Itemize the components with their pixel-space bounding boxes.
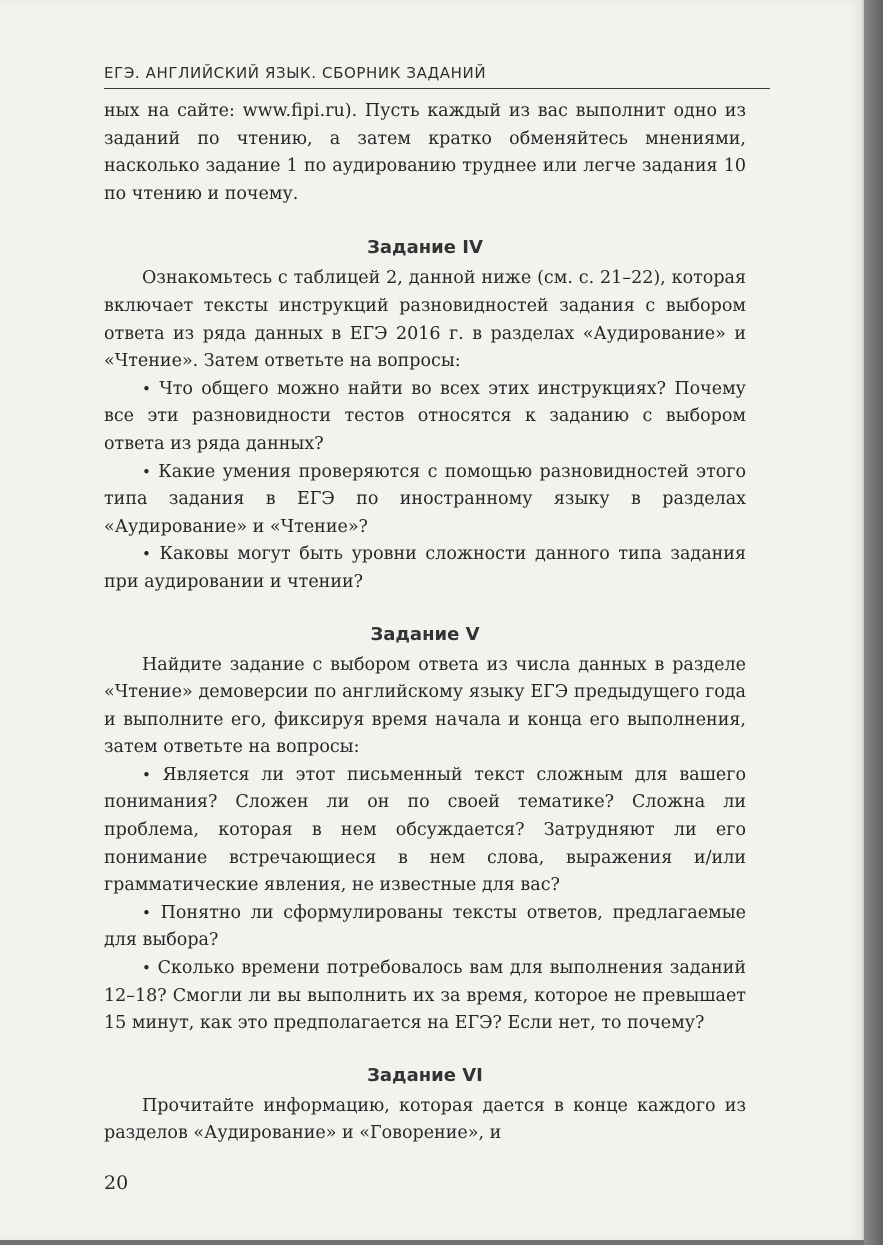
section-iv-title: Задание IV [367, 237, 483, 259]
list-item-text: Какие умения проверяются с помощью разновидностей этого типа задания в ЕГЭ по иностранному языку в разделах «Аудирование» и «Чтение»? [104, 461, 746, 537]
section-vi-paragraph: Прочитайте информацию, которая дается в конце каждого из разделов «Аудирование» и «Говорение», и [104, 1095, 746, 1144]
page-number: 20 [104, 1172, 129, 1194]
bullet-icon: • [142, 903, 151, 922]
section-iv-paragraph: Ознакомьтесь с таблицей 2, данной ниже (см. с. 21–22), которая включает тексты инструкций разновидностей задания с выбором ответа из ряда данных в ЕГЭ 2016 г. в разделах «Аудирование» и «Чтение». Затем ответьте на вопросы: [104, 268, 746, 372]
section-vi-title: Задание VI [367, 1064, 483, 1086]
section-v-paragraph: Найдите задание с выбором ответа из числа данных в разделе «Чтение» демоверсии по английскому языку ЕГЭ предыдущего года и выполните его, фиксируя время начала и конца его выполнения, затем ответьте на вопросы: [104, 654, 746, 758]
list-item [104, 541, 746, 596]
list-item-text: Что общего можно найти во всех этих инструкциях? Почему все эти разновидности тестов относятся к заданию с выбором ответа из ряда данных? [104, 378, 746, 454]
bullet-icon: • [142, 765, 151, 784]
section-v-title: Задание V [370, 623, 480, 645]
page-content [104, 98, 746, 1148]
list-item [104, 955, 746, 1038]
bullet-icon: • [142, 462, 151, 481]
intro-paragraph: ных на сайте: www.fipi.ru). Пусть каждый из вас выполнит одно из заданий по чтению, а затем кратко обменяйтесь мнениями, насколько задание 1 по аудированию труднее или легче задания 10 по чтению и почему. [104, 101, 746, 204]
bullet-icon: • [142, 545, 151, 564]
list-item [104, 762, 746, 900]
list-item-text: Является ли этот письменный текст сложным для вашего понимания? Сложен ли он по своей тематике? Сложна ли проблема, которая в нем обсуждается? Затрудняют ли его понимание встречающиеся в нем слова, выражения и/или грамматические явления, не известные для вас? [104, 764, 746, 896]
list-item [104, 459, 746, 542]
list-item [104, 900, 746, 955]
list-item-text: Каковы могут быть уровни сложности данного типа задания при аудировании и чтении? [104, 544, 746, 592]
bullet-icon: • [142, 379, 151, 398]
list-item-text: Понятно ли сформулированы тексты ответов, предлагаемые для выбора? [104, 902, 746, 951]
running-head: ЕГЭ. АНГЛИЙСКИЙ ЯЗЫК. СБОРНИК ЗАДАНИЙ [104, 64, 770, 89]
page-edge-shadow [864, 0, 883, 1245]
list-item-text: Сколько времени потребовалось вам для выполнения заданий 12–18? Смогли ли вы выполнить их за время, которое не превышает 15 минут, как это предполагается на ЕГЭ? Если нет, то почему? [104, 958, 746, 1034]
bullet-icon: • [142, 959, 151, 978]
list-item [104, 376, 746, 459]
